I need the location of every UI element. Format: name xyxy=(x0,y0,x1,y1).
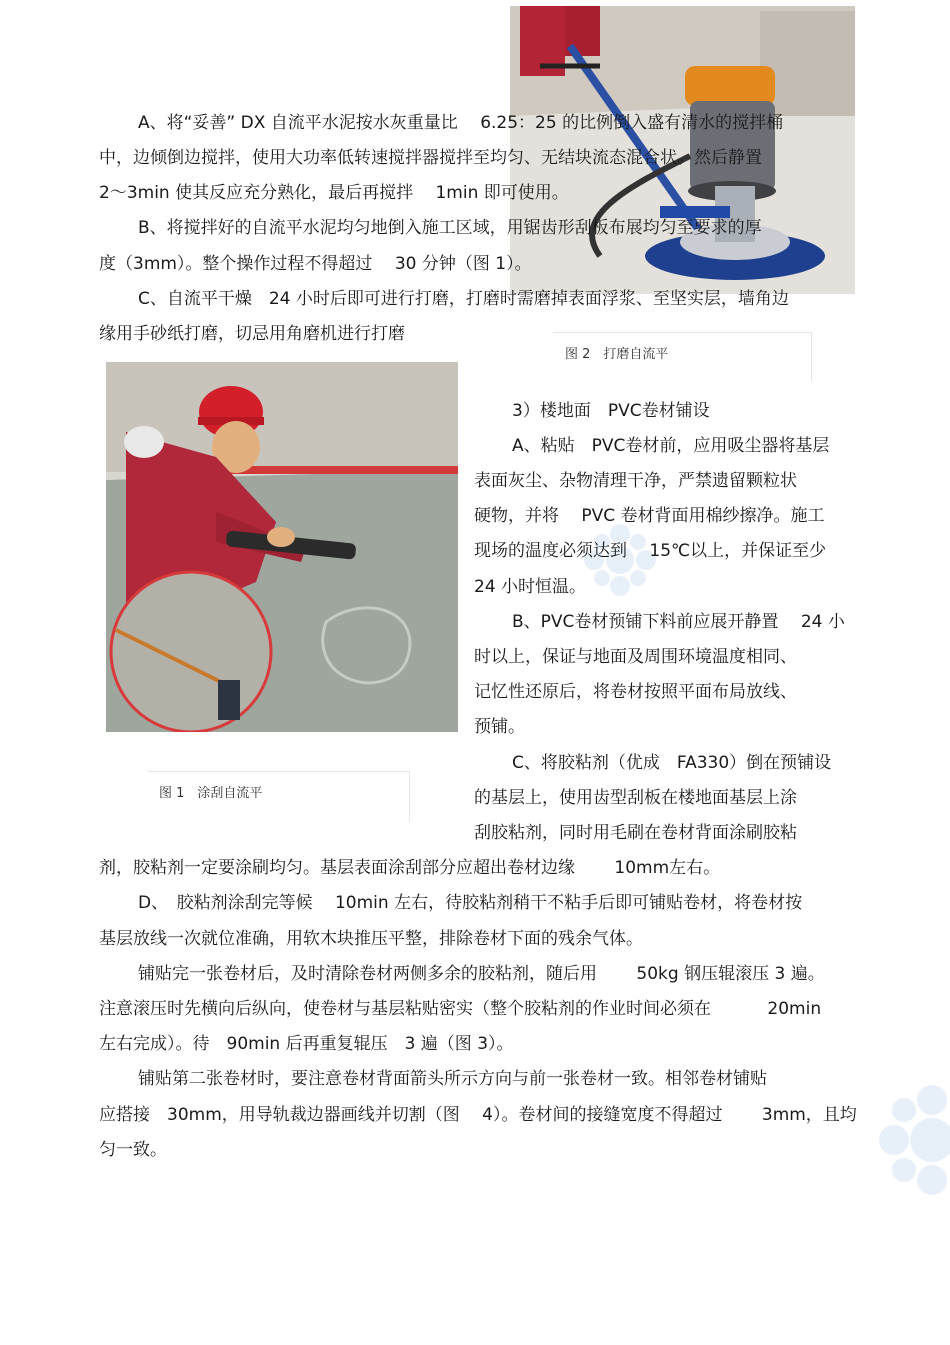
text-line: B、PVC卷材预铺下料前应展开静置 24 小 xyxy=(512,612,845,632)
text-line: 表面灰尘、杂物清理干净，严禁遗留颗粒状 xyxy=(474,471,797,491)
text-line: 缘用手砂纸打磨，切忌用角磨机进行打磨 xyxy=(99,324,405,344)
text-line: 2～3min 使其反应充分熟化，最后再搅拌 1min 即可使用。 xyxy=(99,183,569,203)
text-line: 的基层上，使用齿型刮板在楼地面基层上涂 xyxy=(474,788,797,808)
figure1-photo xyxy=(106,362,458,732)
figure1-caption: 图 1 涂刮自流平 xyxy=(159,786,263,801)
text-line: 度（3mm）。整个操作过程不得超过 30 分钟（图 1）。 xyxy=(99,254,532,274)
text-line: 时以上，保证与地面及周围环境温度相同、 xyxy=(474,647,797,667)
snowflake-watermark-icon xyxy=(580,520,660,605)
text-line: 现场的温度必须达到 15℃以上，并保证至少 xyxy=(474,541,827,561)
text-line: 刮胶粘剂，同时用毛刷在卷材背面涂刷胶粘 xyxy=(474,823,797,843)
text-line: 注意滚压时先横向后纵向，使卷材与基层粘贴密实（整个胶粘剂的作业时间必须在 20min xyxy=(99,999,822,1019)
text-line: 应搭接 30mm，用导轨裁边器画线并切割（图 4）。卷材间的接缝宽度不得超过 3mm，且均 xyxy=(99,1105,857,1125)
text-line: 铺贴第二张卷材时，要注意卷材背面箭头所示方向与前一张卷材一致。相邻卷材铺贴 xyxy=(138,1069,767,1089)
snowflake-watermark-icon xyxy=(872,1075,950,1210)
text-line: 左右完成）。待 90min 后再重复辊压 3 遍（图 3）。 xyxy=(99,1034,514,1054)
text-line: 硬物，并将 PVC 卷材背面用棉纱擦净。施工 xyxy=(474,506,825,526)
section-heading: 3）楼地面 PVC卷材铺设 xyxy=(512,401,710,421)
text-line: 预铺。 xyxy=(474,717,525,737)
text-line: C、将胶粘剂（优成 FA330）倒在预铺设 xyxy=(512,753,832,773)
figure2-caption-box xyxy=(553,332,812,381)
text-line: 24 小时恒温。 xyxy=(474,577,587,597)
text-line: C、自流平干燥 24 小时后即可进行打磨，打磨时需磨掉表面浮浆、至坚实层，墙角边 xyxy=(138,289,789,309)
text-line: D、 胶粘剂涂刮完等候 10min 左右，待胶粘剂稍干不粘手后即可铺贴卷材，将卷材按 xyxy=(138,893,803,913)
text-line: B、将搅拌好的自流平水泥均匀地倒入施工区域，用锯齿形刮板布展均匀至要求的厚 xyxy=(138,218,762,238)
figure1-caption-box xyxy=(147,771,410,822)
text-line: 中，边倾倒边搅拌，使用大功率低转速搅拌器搅拌至均匀、无结块流态混合状。然后静置 xyxy=(99,148,762,168)
figure2-caption: 图 2 打磨自流平 xyxy=(565,347,669,362)
text-line: 基层放线一次就位准确，用软木块推压平整，排除卷材下面的残余气体。 xyxy=(99,929,643,949)
text-line: 铺贴完一张卷材后，及时清除卷材两侧多余的胶粘剂，随后用 50kg 钢压辊滚压 3 遍。 xyxy=(138,964,825,984)
text-line: 匀一致。 xyxy=(99,1140,167,1160)
text-line: 记忆性还原后，将卷材按照平面布局放线、 xyxy=(474,682,797,702)
text-line: 剂，胶粘剂一定要涂刷均匀。基层表面涂刮部分应超出卷材边缘 10mm左右。 xyxy=(99,858,721,878)
text-line: A、粘贴 PVC卷材前，应用吸尘器将基层 xyxy=(512,436,830,456)
text-line: A、将“妥善” DX 自流平水泥按水灰重量比 6.25：25 的比例倒入盛有清水的搅拌桶 xyxy=(138,113,784,133)
